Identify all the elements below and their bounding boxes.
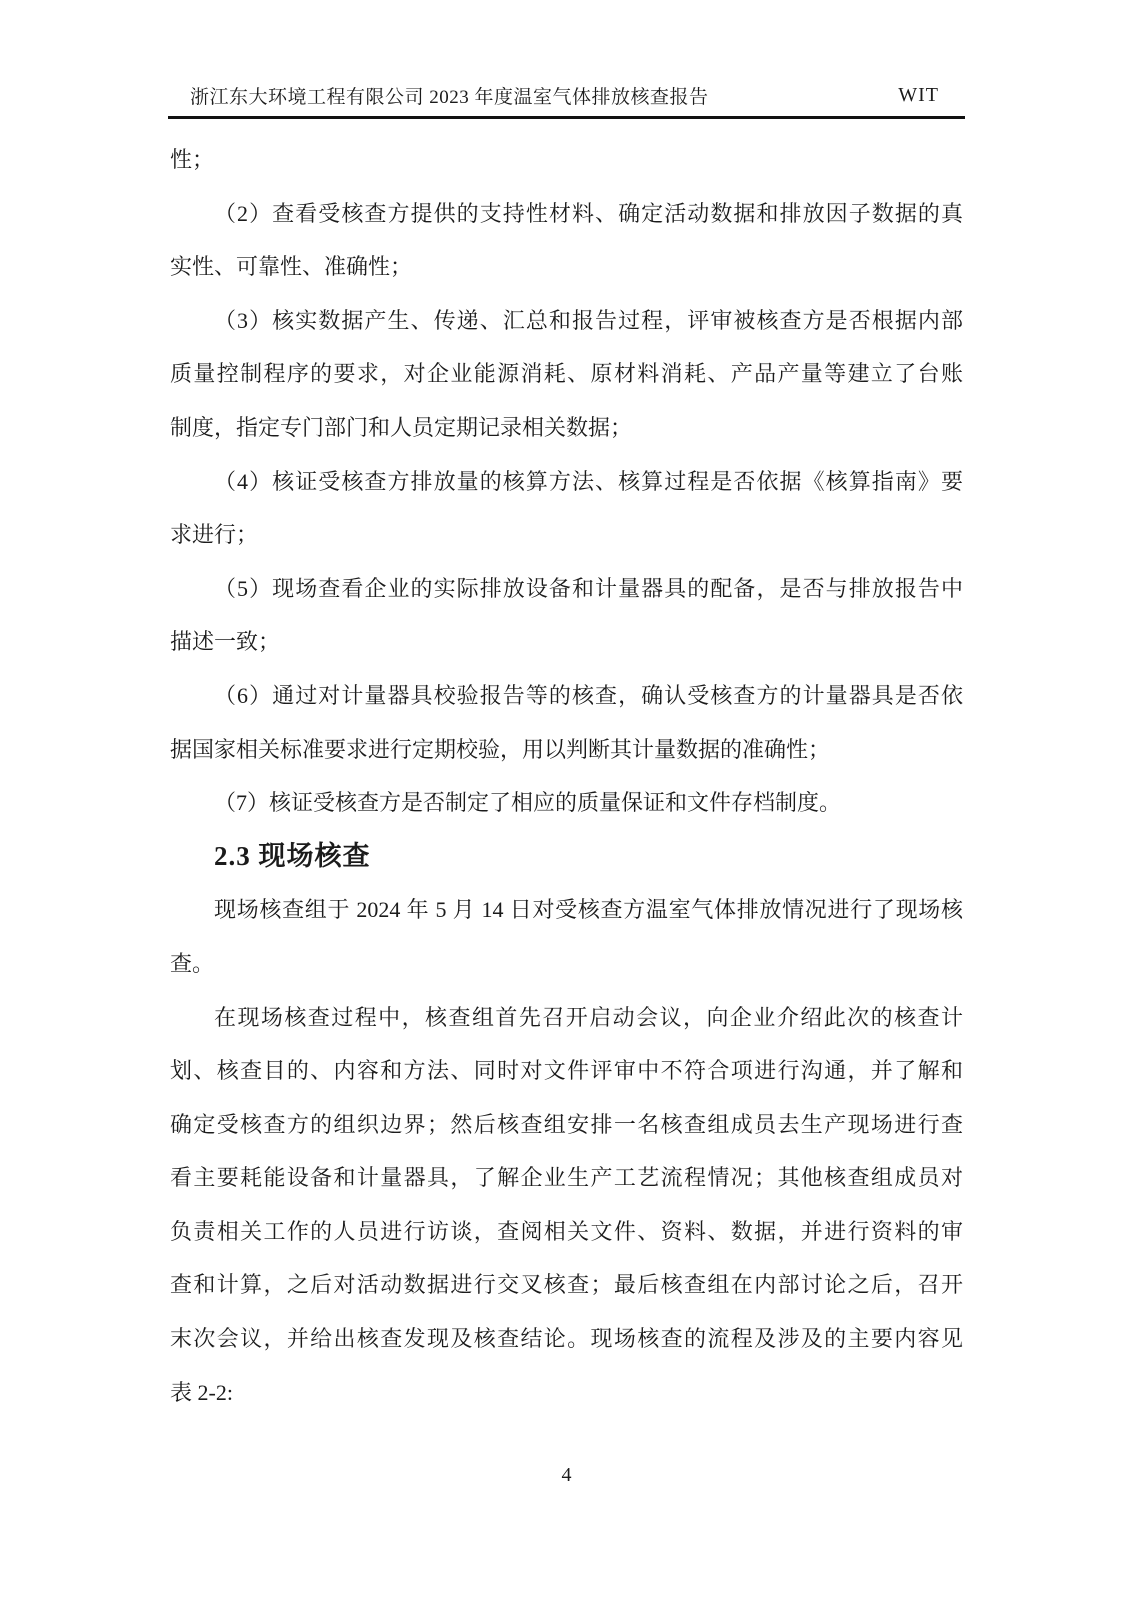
- text-line: （2）查看受核查方提供的支持性材料、确定活动数据和排放因子数据的真: [214, 200, 963, 226]
- text-line: 划、核查目的、内容和方法、同时对文件评审中不符合项进行沟通，并了解和: [170, 1058, 963, 1084]
- header-title: 浙江东大环境工程有限公司 2023 年度温室气体排放核查报告: [190, 86, 709, 108]
- text-line: 性；: [170, 147, 215, 172]
- text-line: 现场核查组于 2024 年 5 月 14 日对受核查方温室气体排放情况进行了现场核: [214, 897, 963, 923]
- page-number: 4: [561, 1464, 572, 1486]
- text-line: 质量控制程序的要求，对企业能源消耗、原材料消耗、产品产量等建立了台账: [170, 361, 963, 387]
- section-heading: 2.3 现场核查: [214, 840, 371, 871]
- text-line: 表 2-2:: [170, 1379, 233, 1405]
- text-line: 负责相关工作的人员进行访谈，查阅相关文件、资料、数据，并进行资料的审: [170, 1218, 963, 1244]
- text-line: 制度，指定专门部门和人员定期记录相关数据；: [170, 414, 633, 440]
- text-line: 在现场核查过程中，核查组首先召开启动会议，向企业介绍此次的核查计: [214, 1004, 963, 1030]
- page-header: [168, 74, 965, 119]
- text-line: 实性、可靠性、准确性；: [170, 254, 413, 280]
- text-line: 查和计算，之后对活动数据进行交叉核查；最后核查组在内部讨论之后，召开: [170, 1272, 963, 1298]
- text-line: （4）核证受核查方排放量的核算方法、核算过程是否依据《核算指南》要: [214, 468, 963, 494]
- text-line: （7）核证受核查方是否制定了相应的质量保证和文件存档制度。: [214, 790, 842, 816]
- header-right-label: WIT: [898, 83, 939, 106]
- text-line: 描述一致；: [170, 629, 281, 655]
- text-line: 求进行；: [170, 522, 259, 548]
- page-footer: [170, 1464, 963, 1487]
- text-line: 查。: [170, 950, 215, 976]
- text-line: （5）现场查看企业的实际排放设备和计量器具的配备，是否与排放报告中: [214, 575, 963, 601]
- document-body: [170, 133, 963, 1419]
- text-line: 据国家相关标准要求进行定期校验，用以判断其计量数据的准确性；: [170, 736, 831, 762]
- text-line: 确定受核查方的组织边界；然后核查组安排一名核查组成员去生产现场进行查: [170, 1111, 963, 1137]
- text-line: （6）通过对计量器具校验报告等的核查，确认受核查方的计量器具是否依: [214, 682, 963, 708]
- text-line: 看主要耗能设备和计量器具，了解企业生产工艺流程情况；其他核查组成员对: [170, 1165, 963, 1191]
- text-line: 末次会议，并给出核查发现及核查结论。现场核查的流程及涉及的主要内容见: [170, 1326, 963, 1352]
- text-line: （3）核实数据产生、传递、汇总和报告过程，评审被核查方是否根据内部: [214, 307, 963, 333]
